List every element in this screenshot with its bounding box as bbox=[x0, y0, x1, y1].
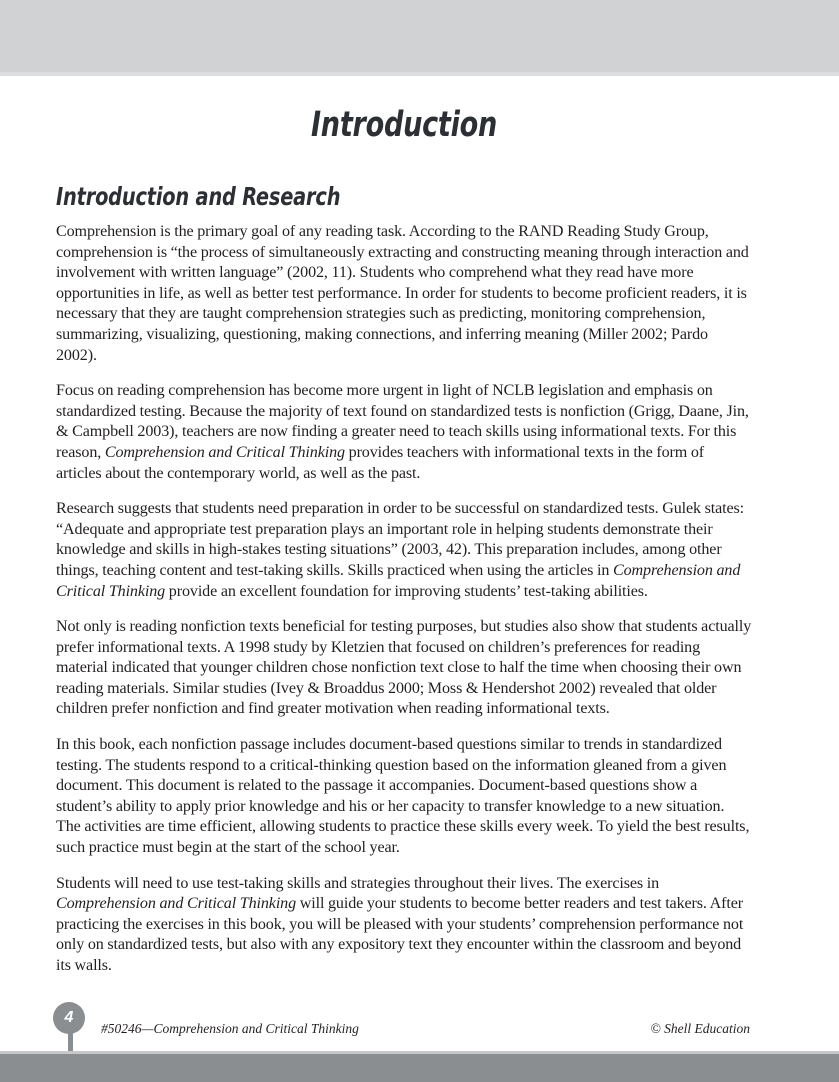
italic-book-title: Comprehension and Critical Thinking bbox=[104, 443, 345, 461]
footer-copyright: © Shell Education bbox=[650, 1021, 750, 1036]
text-run: In this book, each nonfiction passage includes document-based questions similar to trends in standardized testing. The students respond to a critical-thinking question based on the information gleaned from a given document. This document is related to the passage it accompanies. Document-based questions show a student’s ability to apply prior knowledge and his or her capacity to transfer knowledge to a new situation. The activities are time efficient, allowing students to practice these skills every week. To yield the best results, such practice must begin at the start of the school year. bbox=[56, 736, 750, 857]
page-content bbox=[56, 92, 752, 977]
section-heading-introduction-and-research: Introduction and Research bbox=[56, 181, 341, 211]
paragraph bbox=[56, 874, 752, 977]
paragraph bbox=[56, 617, 752, 720]
bottom-gray-band bbox=[0, 1054, 839, 1082]
text-run: Not only is reading nonfiction texts beneficial for testing purposes, but studies also show that students actually prefer informational texts. A 1998 study by Kletzien that focused on children’s preferences for reading material indicated that younger children chose nonfiction text close to half the time when choosing their own reading materials. Similar studies (Ivey & Broaddus 2000; Moss & Hendershot 2002) revealed that older children prefer nonfiction and find greater motivation when reading informational texts. bbox=[56, 618, 752, 718]
text-run: will guide your students to become better readers and test takers. After practicing the exercises in this book, you will be pleased with your students’ comprehension performance not only on standardized tests, but also with any expository text they encounter within the classroom and beyond its walls. bbox=[56, 895, 744, 974]
text-run: provide an excellent foundation for improving students’ test-taking abilities. bbox=[165, 582, 648, 600]
text-run: Comprehension is the primary goal of any reading task. According to the RAND Reading Study Group, comprehension is “the process of simultaneously extracting and constructing meaning through interaction and involvement with written language” (2002, 11). Students who comprehend what they read have more opportunities in life, as well as better test performance. In order for students to become proficient readers, it is necessary that they are taught comprehension strategies such as predicting, monitoring comprehension, summarizing, visualizing, questioning, making connections, and inferring meaning (Miller 2002; Pardo 2002). bbox=[56, 223, 749, 364]
text-run: provides teachers with informational texts in the form of articles about the contemporary world, as well as the past. bbox=[56, 443, 705, 482]
page-footer bbox=[0, 972, 839, 1082]
text-run: Focus on reading comprehension has become more urgent in light of NCLB legislation and emphasis on standardized testing. Because the majority of text found on standardized tests is nonfiction (Grigg, Daane, Jin, & Campbell 2003), teachers are now finding a greater need to teach skills using informational texts. For this reason, bbox=[56, 382, 749, 461]
body-paragraphs bbox=[56, 222, 752, 977]
page-title: Introduction bbox=[310, 105, 498, 145]
document-page bbox=[0, 76, 839, 1082]
italic-book-title: Comprehension and Critical Thinking bbox=[56, 561, 741, 600]
paragraph bbox=[56, 381, 752, 484]
top-gray-band bbox=[0, 0, 839, 72]
text-run: Students will need to use test-taking skills and strategies throughout their lives. The exercises in bbox=[56, 874, 660, 892]
paragraph bbox=[56, 735, 752, 859]
italic-book-title: Comprehension and Critical Thinking bbox=[56, 895, 297, 913]
footer-book-reference: #50246—Comprehension and Critical Thinking bbox=[101, 1021, 359, 1036]
paragraph bbox=[56, 499, 752, 602]
text-run: Research suggests that students need preparation in order to be successful on standardized tests. Gulek states: “Adequate and appropriate test preparation plays an important role in helping students demonstrate their knowledge and skills in high-stakes testing situations” (2003, 42). This preparation includes, among other things, teaching content and test-taking skills. Skills practiced when using the articles in bbox=[56, 500, 745, 579]
paragraph bbox=[56, 222, 752, 366]
page-number: 4 bbox=[53, 1002, 85, 1034]
page-number-badge bbox=[53, 1002, 87, 1056]
